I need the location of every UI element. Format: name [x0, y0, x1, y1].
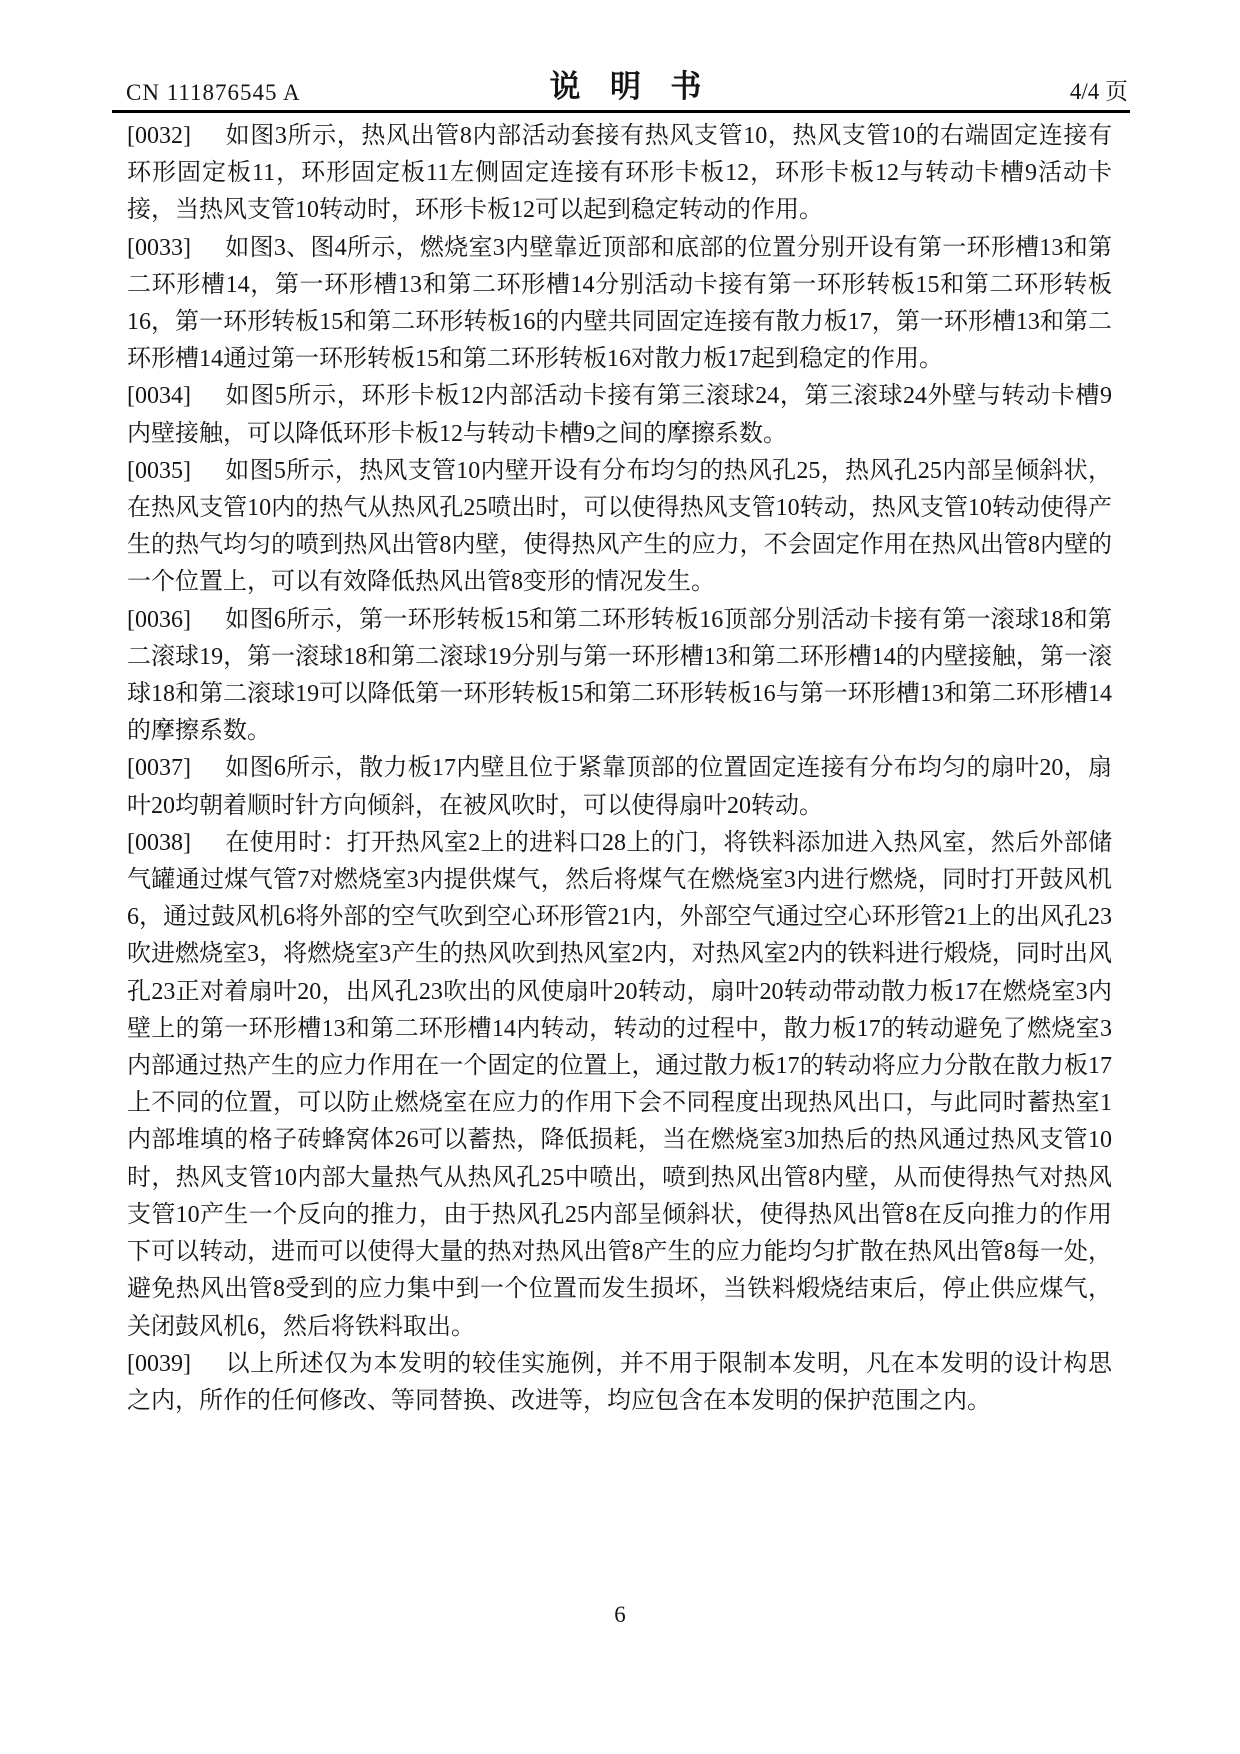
paragraph-text: 如图3所示，热风出管8内部活动套接有热风支管10，热风支管10的右端固定连接有环形固定板11，环形固定板11左侧固定连接有环形卡板12，环形卡板12与转动卡槽9活动卡接，当热风支管10转动时，环形卡板12可以起到稳定转动的作用。 — [127, 123, 1112, 224]
specification-paragraph — [127, 750, 1112, 824]
document-number: CN 111876545 A — [126, 80, 301, 105]
paragraph-number: [0038] — [127, 829, 191, 856]
header-divider-rule — [112, 110, 1130, 113]
paragraph-number: [0036] — [127, 606, 191, 633]
specification-paragraph — [127, 1346, 1112, 1420]
specification-paragraph — [127, 453, 1112, 602]
paragraph-number: [0037] — [127, 755, 191, 782]
paragraph-number: [0034] — [127, 383, 191, 410]
page-footer — [0, 1602, 1240, 1628]
specification-paragraph — [127, 602, 1112, 751]
paragraph-text: 如图5所示，热风支管10内壁开设有分布均匀的热风孔25，热风孔25内部呈倾斜状，在热风支管10内的热气从热风孔25喷出时，可以使得热风支管10转动，热风支管10转动使得产生的热气均匀的喷到热风出管8内壁，使得热风产生的应力，不会固定作用在热风出管8内壁的一个位置上，可以有效降低热风出管8变形的情况发生。 — [127, 457, 1112, 596]
paragraph-text: 如图6所示，第一环形转板15和第二环形转板16顶部分别活动卡接有第一滚球18和第二滚球19，第一滚球18和第二滚球19分别与第一环形槽13和第二环形槽14的内壁接触，第一滚球18和第二滚球19可以降低第一环形转板15和第二环形转板16与第一环形槽13和第二环形槽14的摩擦系数。 — [127, 606, 1112, 745]
specification-paragraph — [127, 825, 1112, 1346]
paragraph-text: 如图3、图4所示，燃烧室3内壁靠近顶部和底部的位置分别开设有第一环形槽13和第二环形槽14，第一环形槽13和第二环形槽14分别活动卡接有第一环形转板15和第二环形转板16，第一环形转板15和第二环形转板16的内壁共同固定连接有散力板17，第一环形槽13和第二环形槽14通过第一环形转板15和第二环形转板16对散力板17起到稳定的作用。 — [127, 234, 1112, 373]
paragraph-text: 以上所述仅为本发明的较佳实施例，并不用于限制本发明，凡在本发明的设计构思之内，所作的任何修改、等同替换、改进等，均应包含在本发明的保护范围之内。 — [127, 1350, 1112, 1414]
page-number: 6 — [614, 1602, 626, 1627]
specification-paragraph — [127, 378, 1112, 452]
paragraph-number: [0035] — [127, 457, 191, 484]
specification-body — [127, 118, 1112, 1420]
header-page-indicator: 4/4 页 — [1069, 79, 1129, 104]
specification-paragraph — [127, 230, 1112, 379]
specification-paragraph — [127, 118, 1112, 230]
paragraph-number: [0033] — [127, 234, 191, 261]
page-title: 说明书 — [549, 69, 731, 104]
paragraph-text: 如图5所示，环形卡板12内部活动卡接有第三滚球24，第三滚球24外壁与转动卡槽9内壁接触，可以降低环形卡板12与转动卡槽9之间的摩擦系数。 — [127, 383, 1112, 447]
paragraph-number: [0039] — [127, 1350, 191, 1377]
paragraph-number: [0032] — [127, 123, 191, 149]
page-header — [126, 62, 1128, 106]
paragraph-text: 如图6所示，散力板17内壁且位于紧靠顶部的位置固定连接有分布均匀的扇叶20，扇叶20均朝着顺时针方向倾斜，在被风吹时，可以使得扇叶20转动。 — [127, 755, 1112, 819]
paragraph-text: 在使用时：打开热风室2上的进料口28上的门，将铁料添加进入热风室，然后外部储气罐通过煤气管7对燃烧室3内提供煤气，然后将煤气在燃烧室3内进行燃烧，同时打开鼓风机6，通过鼓风机6将外部的空气吹到空心环形管21内，外部空气通过空心环形管21上的出风孔23吹进燃烧室3，将燃烧室3产生的热风吹到热风室2内，对热风室2内的铁料进行煅烧，同时出风孔23正对着扇叶20，出风孔23吹出的风使扇叶20转动，扇叶20转动带动散力板17在燃烧室3内壁上的第一环形槽13和第二环形槽14内转动，转动的过程中，散力板17的转动避免了燃烧室3内部通过热产生的应力作用在一个固定的位置上，通过散力板17的转动将应力分散在散力板17上不同的位置，可以防止燃烧室在应力的作用下会不同程度出现热风出口，与此同时蓄热室1内部堆填的格子砖蜂窝体26可以蓄热，降低损耗，当在燃烧室3加热后的热风通过热风支管10时，热风支管10内部大量热气从热风孔25中喷出，喷到热风出管8内壁，从而使得热气对热风支管10产生一个反向的推力，由于热风孔25内部呈倾斜状，使得热风出管8在反向推力的作用下可以转动，进而可以使得大量的热对热风出管8产生的应力能均匀扩散在热风出管8每一处，避免热风出管8受到的应力集中到一个位置而发生损坏，当铁料煅烧结束后，停止供应煤气，关闭鼓风机6，然后将铁料取出。 — [127, 829, 1112, 1340]
